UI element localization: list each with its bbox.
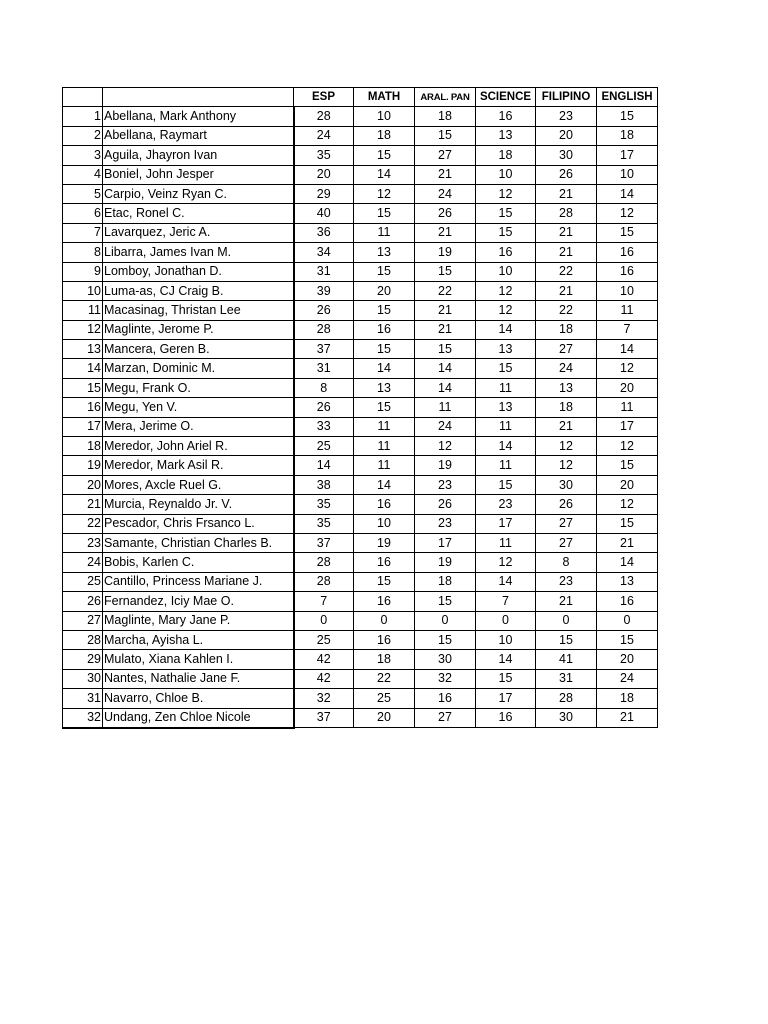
row-number: 7: [63, 223, 103, 242]
score-esp: 36: [294, 223, 354, 242]
score-science: 15: [476, 223, 536, 242]
score-english: 15: [597, 514, 658, 533]
student-name: Bobis, Karlen C.: [103, 553, 294, 572]
score-english: 20: [597, 475, 658, 494]
score-math: 16: [354, 553, 415, 572]
table-row: [63, 378, 658, 397]
score-english: 14: [597, 184, 658, 203]
score-filipino: 23: [536, 107, 597, 126]
score-math: 13: [354, 243, 415, 262]
score-math: 15: [354, 204, 415, 223]
score-math: 14: [354, 165, 415, 184]
student-name: Maglinte, Mary Jane P.: [103, 611, 294, 630]
score-aral-pan: 27: [415, 708, 476, 728]
score-filipino: 27: [536, 533, 597, 552]
score-science: 15: [476, 204, 536, 223]
score-esp: 25: [294, 437, 354, 456]
score-esp: 26: [294, 398, 354, 417]
score-english: 18: [597, 126, 658, 145]
score-esp: 0: [294, 611, 354, 630]
student-name: Lomboy, Jonathan D.: [103, 262, 294, 281]
score-filipino: 18: [536, 320, 597, 339]
score-science: 7: [476, 592, 536, 611]
student-name: Abellana, Raymart: [103, 126, 294, 145]
table-row: [63, 437, 658, 456]
score-filipino: 8: [536, 553, 597, 572]
score-esp: 39: [294, 281, 354, 300]
score-filipino: 26: [536, 165, 597, 184]
score-english: 12: [597, 359, 658, 378]
row-number: 14: [63, 359, 103, 378]
score-filipino: 0: [536, 611, 597, 630]
score-aral-pan: 24: [415, 417, 476, 436]
row-number: 19: [63, 456, 103, 475]
score-science: 14: [476, 650, 536, 669]
row-number: 3: [63, 146, 103, 165]
header-name: [103, 88, 294, 107]
score-filipino: 15: [536, 630, 597, 649]
score-aral-pan: 0: [415, 611, 476, 630]
score-math: 15: [354, 146, 415, 165]
score-english: 11: [597, 301, 658, 320]
score-filipino: 22: [536, 262, 597, 281]
score-filipino: 21: [536, 592, 597, 611]
header-row: [63, 88, 658, 107]
table-row: [63, 243, 658, 262]
table-row: [63, 708, 658, 728]
row-number: 23: [63, 533, 103, 552]
row-number: 26: [63, 592, 103, 611]
table-row: [63, 533, 658, 552]
score-aral-pan: 15: [415, 592, 476, 611]
score-aral-pan: 14: [415, 378, 476, 397]
score-filipino: 12: [536, 456, 597, 475]
score-aral-pan: 24: [415, 184, 476, 203]
score-science: 13: [476, 398, 536, 417]
score-math: 14: [354, 475, 415, 494]
score-english: 12: [597, 437, 658, 456]
student-name: Mores, Axcle Ruel G.: [103, 475, 294, 494]
score-aral-pan: 21: [415, 320, 476, 339]
score-filipino: 28: [536, 689, 597, 708]
student-name: Abellana, Mark Anthony: [103, 107, 294, 126]
score-science: 13: [476, 340, 536, 359]
score-filipino: 12: [536, 437, 597, 456]
table-row: [63, 630, 658, 649]
student-name: Macasinag, Thristan Lee: [103, 301, 294, 320]
student-name: Luma-as, CJ Craig B.: [103, 281, 294, 300]
table-row: [63, 107, 658, 126]
score-science: 16: [476, 243, 536, 262]
row-number: 21: [63, 495, 103, 514]
student-name: Marzan, Dominic M.: [103, 359, 294, 378]
score-english: 10: [597, 165, 658, 184]
score-filipino: 30: [536, 146, 597, 165]
row-number: 13: [63, 340, 103, 359]
table-row: [63, 398, 658, 417]
score-aral-pan: 18: [415, 572, 476, 591]
score-filipino: 30: [536, 475, 597, 494]
score-english: 20: [597, 650, 658, 669]
score-science: 12: [476, 301, 536, 320]
score-science: 11: [476, 417, 536, 436]
score-science: 10: [476, 165, 536, 184]
score-filipino: 13: [536, 378, 597, 397]
score-filipino: 31: [536, 669, 597, 688]
score-aral-pan: 15: [415, 340, 476, 359]
score-math: 25: [354, 689, 415, 708]
score-aral-pan: 23: [415, 475, 476, 494]
score-english: 21: [597, 533, 658, 552]
score-science: 15: [476, 475, 536, 494]
score-filipino: 20: [536, 126, 597, 145]
table-row: [63, 669, 658, 688]
grade-table: [62, 87, 658, 729]
table-row: [63, 592, 658, 611]
score-esp: 35: [294, 514, 354, 533]
header-num: [63, 88, 103, 107]
student-name: Nantes, Nathalie Jane F.: [103, 669, 294, 688]
row-number: 20: [63, 475, 103, 494]
score-math: 18: [354, 126, 415, 145]
score-filipino: 30: [536, 708, 597, 728]
score-filipino: 18: [536, 398, 597, 417]
table-row: [63, 514, 658, 533]
score-aral-pan: 26: [415, 204, 476, 223]
student-name: Cantillo, Princess Mariane J.: [103, 572, 294, 591]
score-filipino: 27: [536, 340, 597, 359]
score-math: 22: [354, 669, 415, 688]
score-english: 16: [597, 243, 658, 262]
student-name: Samante, Christian Charles B.: [103, 533, 294, 552]
score-esp: 26: [294, 301, 354, 320]
score-english: 0: [597, 611, 658, 630]
score-math: 16: [354, 630, 415, 649]
score-math: 10: [354, 107, 415, 126]
score-aral-pan: 18: [415, 107, 476, 126]
row-number: 5: [63, 184, 103, 203]
score-math: 15: [354, 340, 415, 359]
table-row: [63, 572, 658, 591]
score-filipino: 21: [536, 281, 597, 300]
score-english: 24: [597, 669, 658, 688]
row-number: 16: [63, 398, 103, 417]
row-number: 28: [63, 630, 103, 649]
score-esp: 14: [294, 456, 354, 475]
score-science: 14: [476, 320, 536, 339]
table-row: [63, 184, 658, 203]
header-aral-pan: ARAL. PAN: [415, 88, 476, 107]
score-math: 16: [354, 592, 415, 611]
score-math: 11: [354, 417, 415, 436]
score-filipino: 28: [536, 204, 597, 223]
score-aral-pan: 15: [415, 630, 476, 649]
row-number: 1: [63, 107, 103, 126]
score-aral-pan: 26: [415, 495, 476, 514]
student-name: Carpio, Veinz Ryan C.: [103, 184, 294, 203]
row-number: 15: [63, 378, 103, 397]
score-aral-pan: 21: [415, 165, 476, 184]
table-row: [63, 475, 658, 494]
score-math: 20: [354, 708, 415, 728]
score-math: 15: [354, 262, 415, 281]
score-english: 15: [597, 223, 658, 242]
score-aral-pan: 14: [415, 359, 476, 378]
score-filipino: 21: [536, 417, 597, 436]
table-row: [63, 689, 658, 708]
score-math: 11: [354, 456, 415, 475]
student-name: Megu, Yen V.: [103, 398, 294, 417]
table-row: [63, 301, 658, 320]
score-science: 12: [476, 553, 536, 572]
score-filipino: 21: [536, 223, 597, 242]
score-filipino: 27: [536, 514, 597, 533]
score-science: 11: [476, 533, 536, 552]
score-filipino: 21: [536, 243, 597, 262]
score-english: 7: [597, 320, 658, 339]
score-math: 19: [354, 533, 415, 552]
score-science: 12: [476, 281, 536, 300]
score-aral-pan: 21: [415, 223, 476, 242]
student-name: Pescador, Chris Frsanco L.: [103, 514, 294, 533]
score-science: 10: [476, 262, 536, 281]
table-row: [63, 204, 658, 223]
header-science: SCIENCE: [476, 88, 536, 107]
score-english: 18: [597, 689, 658, 708]
score-aral-pan: 19: [415, 243, 476, 262]
row-number: 31: [63, 689, 103, 708]
score-english: 16: [597, 592, 658, 611]
student-name: Boniel, John Jesper: [103, 165, 294, 184]
table-row: [63, 340, 658, 359]
score-science: 13: [476, 126, 536, 145]
header-english: ENGLISH: [597, 88, 658, 107]
score-english: 10: [597, 281, 658, 300]
student-name: Undang, Zen Chloe Nicole: [103, 708, 294, 728]
score-english: 12: [597, 204, 658, 223]
score-esp: 33: [294, 417, 354, 436]
row-number: 29: [63, 650, 103, 669]
score-english: 17: [597, 146, 658, 165]
score-english: 12: [597, 495, 658, 514]
score-math: 15: [354, 572, 415, 591]
score-esp: 42: [294, 650, 354, 669]
score-esp: 28: [294, 553, 354, 572]
student-name: Meredor, Mark Asil R.: [103, 456, 294, 475]
score-math: 15: [354, 398, 415, 417]
score-filipino: 21: [536, 184, 597, 203]
student-name: Mulato, Xiana Kahlen I.: [103, 650, 294, 669]
table-row: [63, 262, 658, 281]
row-number: 6: [63, 204, 103, 223]
header-esp: ESP: [294, 88, 354, 107]
score-science: 11: [476, 456, 536, 475]
score-english: 11: [597, 398, 658, 417]
score-math: 10: [354, 514, 415, 533]
score-esp: 37: [294, 533, 354, 552]
score-science: 16: [476, 107, 536, 126]
header-math: MATH: [354, 88, 415, 107]
score-science: 15: [476, 669, 536, 688]
score-english: 16: [597, 262, 658, 281]
score-esp: 31: [294, 262, 354, 281]
score-aral-pan: 21: [415, 301, 476, 320]
score-aral-pan: 19: [415, 456, 476, 475]
score-english: 13: [597, 572, 658, 591]
score-aral-pan: 16: [415, 689, 476, 708]
table-row: [63, 359, 658, 378]
score-science: 0: [476, 611, 536, 630]
score-esp: 32: [294, 689, 354, 708]
score-english: 17: [597, 417, 658, 436]
score-esp: 28: [294, 107, 354, 126]
score-aral-pan: 22: [415, 281, 476, 300]
row-number: 9: [63, 262, 103, 281]
student-name: Navarro, Chloe B.: [103, 689, 294, 708]
score-science: 16: [476, 708, 536, 728]
student-name: Marcha, Ayisha L.: [103, 630, 294, 649]
score-esp: 35: [294, 146, 354, 165]
score-english: 15: [597, 630, 658, 649]
table-row: [63, 320, 658, 339]
row-number: 30: [63, 669, 103, 688]
row-number: 24: [63, 553, 103, 572]
score-science: 23: [476, 495, 536, 514]
score-esp: 38: [294, 475, 354, 494]
table-row: [63, 495, 658, 514]
score-english: 14: [597, 553, 658, 572]
row-number: 18: [63, 437, 103, 456]
score-math: 13: [354, 378, 415, 397]
score-esp: 28: [294, 572, 354, 591]
score-esp: 31: [294, 359, 354, 378]
score-math: 15: [354, 301, 415, 320]
score-esp: 20: [294, 165, 354, 184]
score-math: 0: [354, 611, 415, 630]
student-name: Meredor, John Ariel R.: [103, 437, 294, 456]
row-number: 17: [63, 417, 103, 436]
score-science: 11: [476, 378, 536, 397]
score-math: 11: [354, 223, 415, 242]
score-aral-pan: 27: [415, 146, 476, 165]
student-name: Murcia, Reynaldo Jr. V.: [103, 495, 294, 514]
score-english: 15: [597, 107, 658, 126]
table-row: [63, 146, 658, 165]
score-science: 17: [476, 689, 536, 708]
score-english: 14: [597, 340, 658, 359]
student-name: Lavarquez, Jeric A.: [103, 223, 294, 242]
student-name: Mera, Jerime O.: [103, 417, 294, 436]
score-science: 14: [476, 572, 536, 591]
table-row: [63, 165, 658, 184]
score-esp: 35: [294, 495, 354, 514]
score-esp: 24: [294, 126, 354, 145]
score-esp: 25: [294, 630, 354, 649]
header-filipino: FILIPINO: [536, 88, 597, 107]
score-science: 14: [476, 437, 536, 456]
score-math: 16: [354, 320, 415, 339]
score-esp: 37: [294, 340, 354, 359]
score-aral-pan: 15: [415, 262, 476, 281]
row-number: 32: [63, 708, 103, 728]
row-number: 10: [63, 281, 103, 300]
row-number: 4: [63, 165, 103, 184]
score-esp: 28: [294, 320, 354, 339]
score-math: 12: [354, 184, 415, 203]
score-math: 20: [354, 281, 415, 300]
row-number: 12: [63, 320, 103, 339]
row-number: 2: [63, 126, 103, 145]
score-esp: 7: [294, 592, 354, 611]
row-number: 8: [63, 243, 103, 262]
student-name: Megu, Frank O.: [103, 378, 294, 397]
score-math: 14: [354, 359, 415, 378]
row-number: 11: [63, 301, 103, 320]
row-number: 22: [63, 514, 103, 533]
table-row: [63, 417, 658, 436]
score-filipino: 41: [536, 650, 597, 669]
row-number: 25: [63, 572, 103, 591]
score-science: 17: [476, 514, 536, 533]
score-filipino: 26: [536, 495, 597, 514]
table-row: [63, 611, 658, 630]
table-row: [63, 126, 658, 145]
score-aral-pan: 17: [415, 533, 476, 552]
row-number: 27: [63, 611, 103, 630]
score-science: 12: [476, 184, 536, 203]
score-filipino: 22: [536, 301, 597, 320]
score-english: 15: [597, 456, 658, 475]
score-science: 15: [476, 359, 536, 378]
score-math: 16: [354, 495, 415, 514]
score-math: 18: [354, 650, 415, 669]
student-name: Etac, Ronel C.: [103, 204, 294, 223]
score-esp: 37: [294, 708, 354, 728]
score-aral-pan: 32: [415, 669, 476, 688]
table-row: [63, 650, 658, 669]
score-aral-pan: 15: [415, 126, 476, 145]
score-esp: 29: [294, 184, 354, 203]
score-aral-pan: 30: [415, 650, 476, 669]
score-aral-pan: 12: [415, 437, 476, 456]
student-name: Maglinte, Jerome P.: [103, 320, 294, 339]
score-science: 10: [476, 630, 536, 649]
student-name: Mancera, Geren B.: [103, 340, 294, 359]
score-esp: 40: [294, 204, 354, 223]
score-filipino: 23: [536, 572, 597, 591]
table-row: [63, 553, 658, 572]
student-name: Libarra, James Ivan M.: [103, 243, 294, 262]
table-row: [63, 281, 658, 300]
score-science: 18: [476, 146, 536, 165]
table-row: [63, 456, 658, 475]
score-esp: 42: [294, 669, 354, 688]
student-name: Fernandez, Iciy Mae O.: [103, 592, 294, 611]
score-aral-pan: 19: [415, 553, 476, 572]
score-aral-pan: 23: [415, 514, 476, 533]
score-filipino: 24: [536, 359, 597, 378]
score-esp: 8: [294, 378, 354, 397]
score-english: 21: [597, 708, 658, 728]
score-math: 11: [354, 437, 415, 456]
score-aral-pan: 11: [415, 398, 476, 417]
score-esp: 34: [294, 243, 354, 262]
score-english: 20: [597, 378, 658, 397]
table-row: [63, 223, 658, 242]
student-name: Aguila, Jhayron Ivan: [103, 146, 294, 165]
